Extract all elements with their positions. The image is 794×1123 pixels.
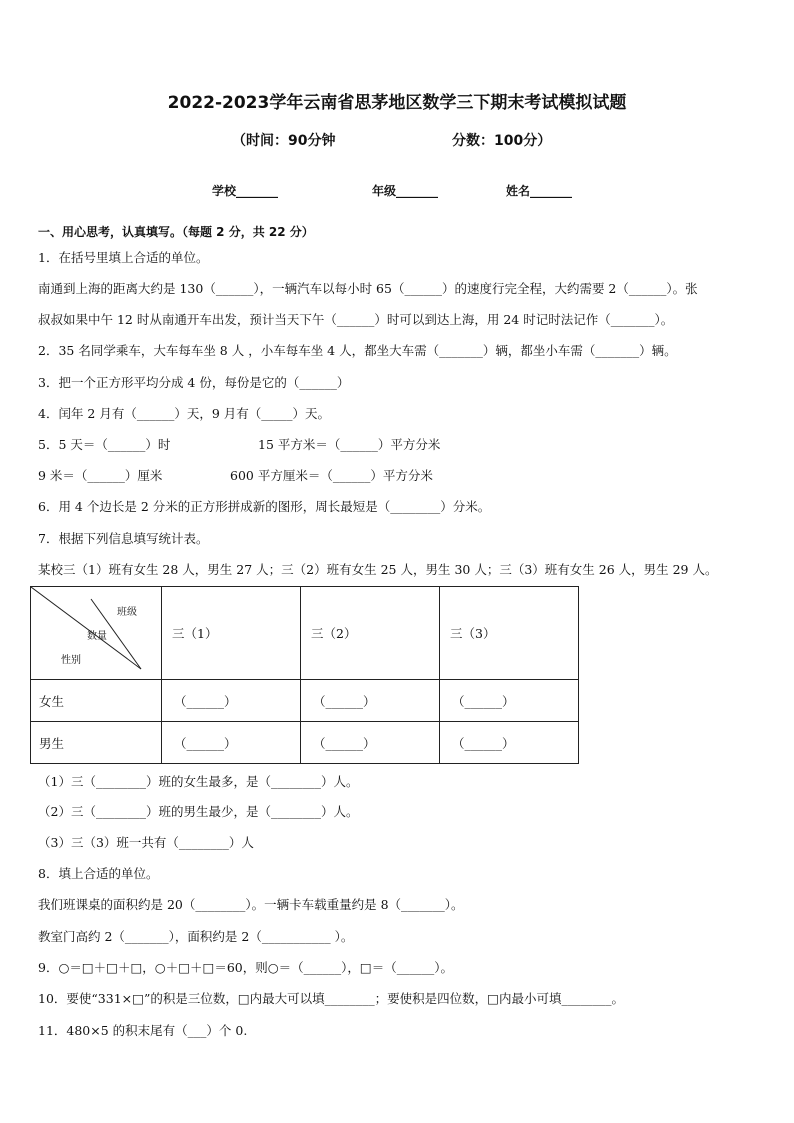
corner-label-count: 数量 [87,631,107,642]
exam-time: （时间：90分钟 [232,133,336,149]
row-label-girls: 女生 [31,680,162,722]
answer-blank[interactable]: （______） [162,722,301,764]
table-header-row [31,587,579,680]
question-1-line-1: 南通到上海的距离大约是 130（______），一辆汽车以每小时 65（______）的速度行完全程，大约需要 2（______）。张 [38,281,698,296]
question-8-line-1: 我们班课桌的面积约是 20（________）。一辆卡车载重量约是 8（_______）。 [38,897,464,912]
question-5-a: 5．5 天＝（______）时 [38,437,171,452]
table-row [31,680,579,722]
column-header-class-3: 三（3） [440,587,579,680]
statistics-table [30,586,579,764]
question-7: 7．根据下列信息填写统计表。 [38,531,209,546]
name-field[interactable]: 姓名_______ [506,184,573,198]
question-3: 3．把一个正方形平均分成 4 份，每份是它的（______） [38,375,350,390]
grade-field[interactable]: 年级_______ [372,184,439,198]
question-6: 6．用 4 个边长是 2 分米的正方形拼成新的图形，周长最短是（________）分米。 [38,499,491,514]
answer-blank[interactable]: （______） [301,722,440,764]
table-row [31,722,579,764]
section-heading: 一、用心思考，认真填写。（每题 2 分，共 22 分） [38,225,314,239]
question-5-c: 9 米＝（______）厘米 [38,468,163,483]
answer-blank[interactable]: （______） [301,680,440,722]
question-2: 2．35 名同学乘车，大车每车坐 8 人 ，小车每车坐 4 人，都坐大车需（_______）辆，都坐小车需（_______）辆。 [38,343,677,358]
question-8: 8．填上合适的单位。 [38,866,159,881]
answer-blank[interactable]: （______） [162,680,301,722]
row-label-boys: 男生 [31,722,162,764]
question-9: 9．○＝□＋□＋□，○＋□＋□＝60，则○＝（______），□＝（______）。 [38,960,453,975]
question-7-info: 某校三（1）班有女生 28 人，男生 27 人；三（2）班有女生 25 人，男生 30 人；三（3）班有女生 26 人，男生 29 人。 [38,562,718,577]
table-corner-cell [31,587,162,680]
question-10: 10．要使“331×□”的积是三位数，□内最大可以填________；要使积是四位数，□内最小可填________。 [38,991,624,1006]
answer-blank[interactable]: （______） [440,680,579,722]
question-1-line-2: 叔叔如果中午 12 时从南通开车出发，预计当天下午（______）时可以到达上海，用 24 时记时法记作（_______）。 [38,312,674,327]
exam-score: 分数：100分） [452,133,552,149]
corner-label-gender: 性别 [61,655,81,666]
question-7-sub-1: （1）三（________）班的女生最多，是（________）人。 [38,774,359,789]
question-11: 11．480×5 的积末尾有（___）个 0. [38,1023,248,1038]
school-field[interactable]: 学校_______ [212,184,279,198]
question-4: 4．闰年 2 月有（______）天，9 月有（_____）天。 [38,406,331,421]
question-5-b: 15 平方米＝（______）平方分米 [258,437,441,452]
question-7-sub-2: （2）三（________）班的男生最少，是（________）人。 [38,804,359,819]
question-8-line-2: 教室门高约 2（_______），面积约是 2（___________ ）。 [38,929,354,944]
question-7-sub-3: （3）三（3）班一共有（________）人 [38,835,254,850]
question-1: 1．在括号里填上合适的单位。 [38,250,209,265]
corner-label-class: 班级 [117,607,137,618]
column-header-class-2: 三（2） [301,587,440,680]
question-5-d: 600 平方厘米＝（______）平方分米 [230,468,433,483]
column-header-class-1: 三（1） [162,587,301,680]
answer-blank[interactable]: （______） [440,722,579,764]
exam-title: 2022-2023学年云南省思茅地区数学三下期末考试模拟试题 [167,93,627,113]
